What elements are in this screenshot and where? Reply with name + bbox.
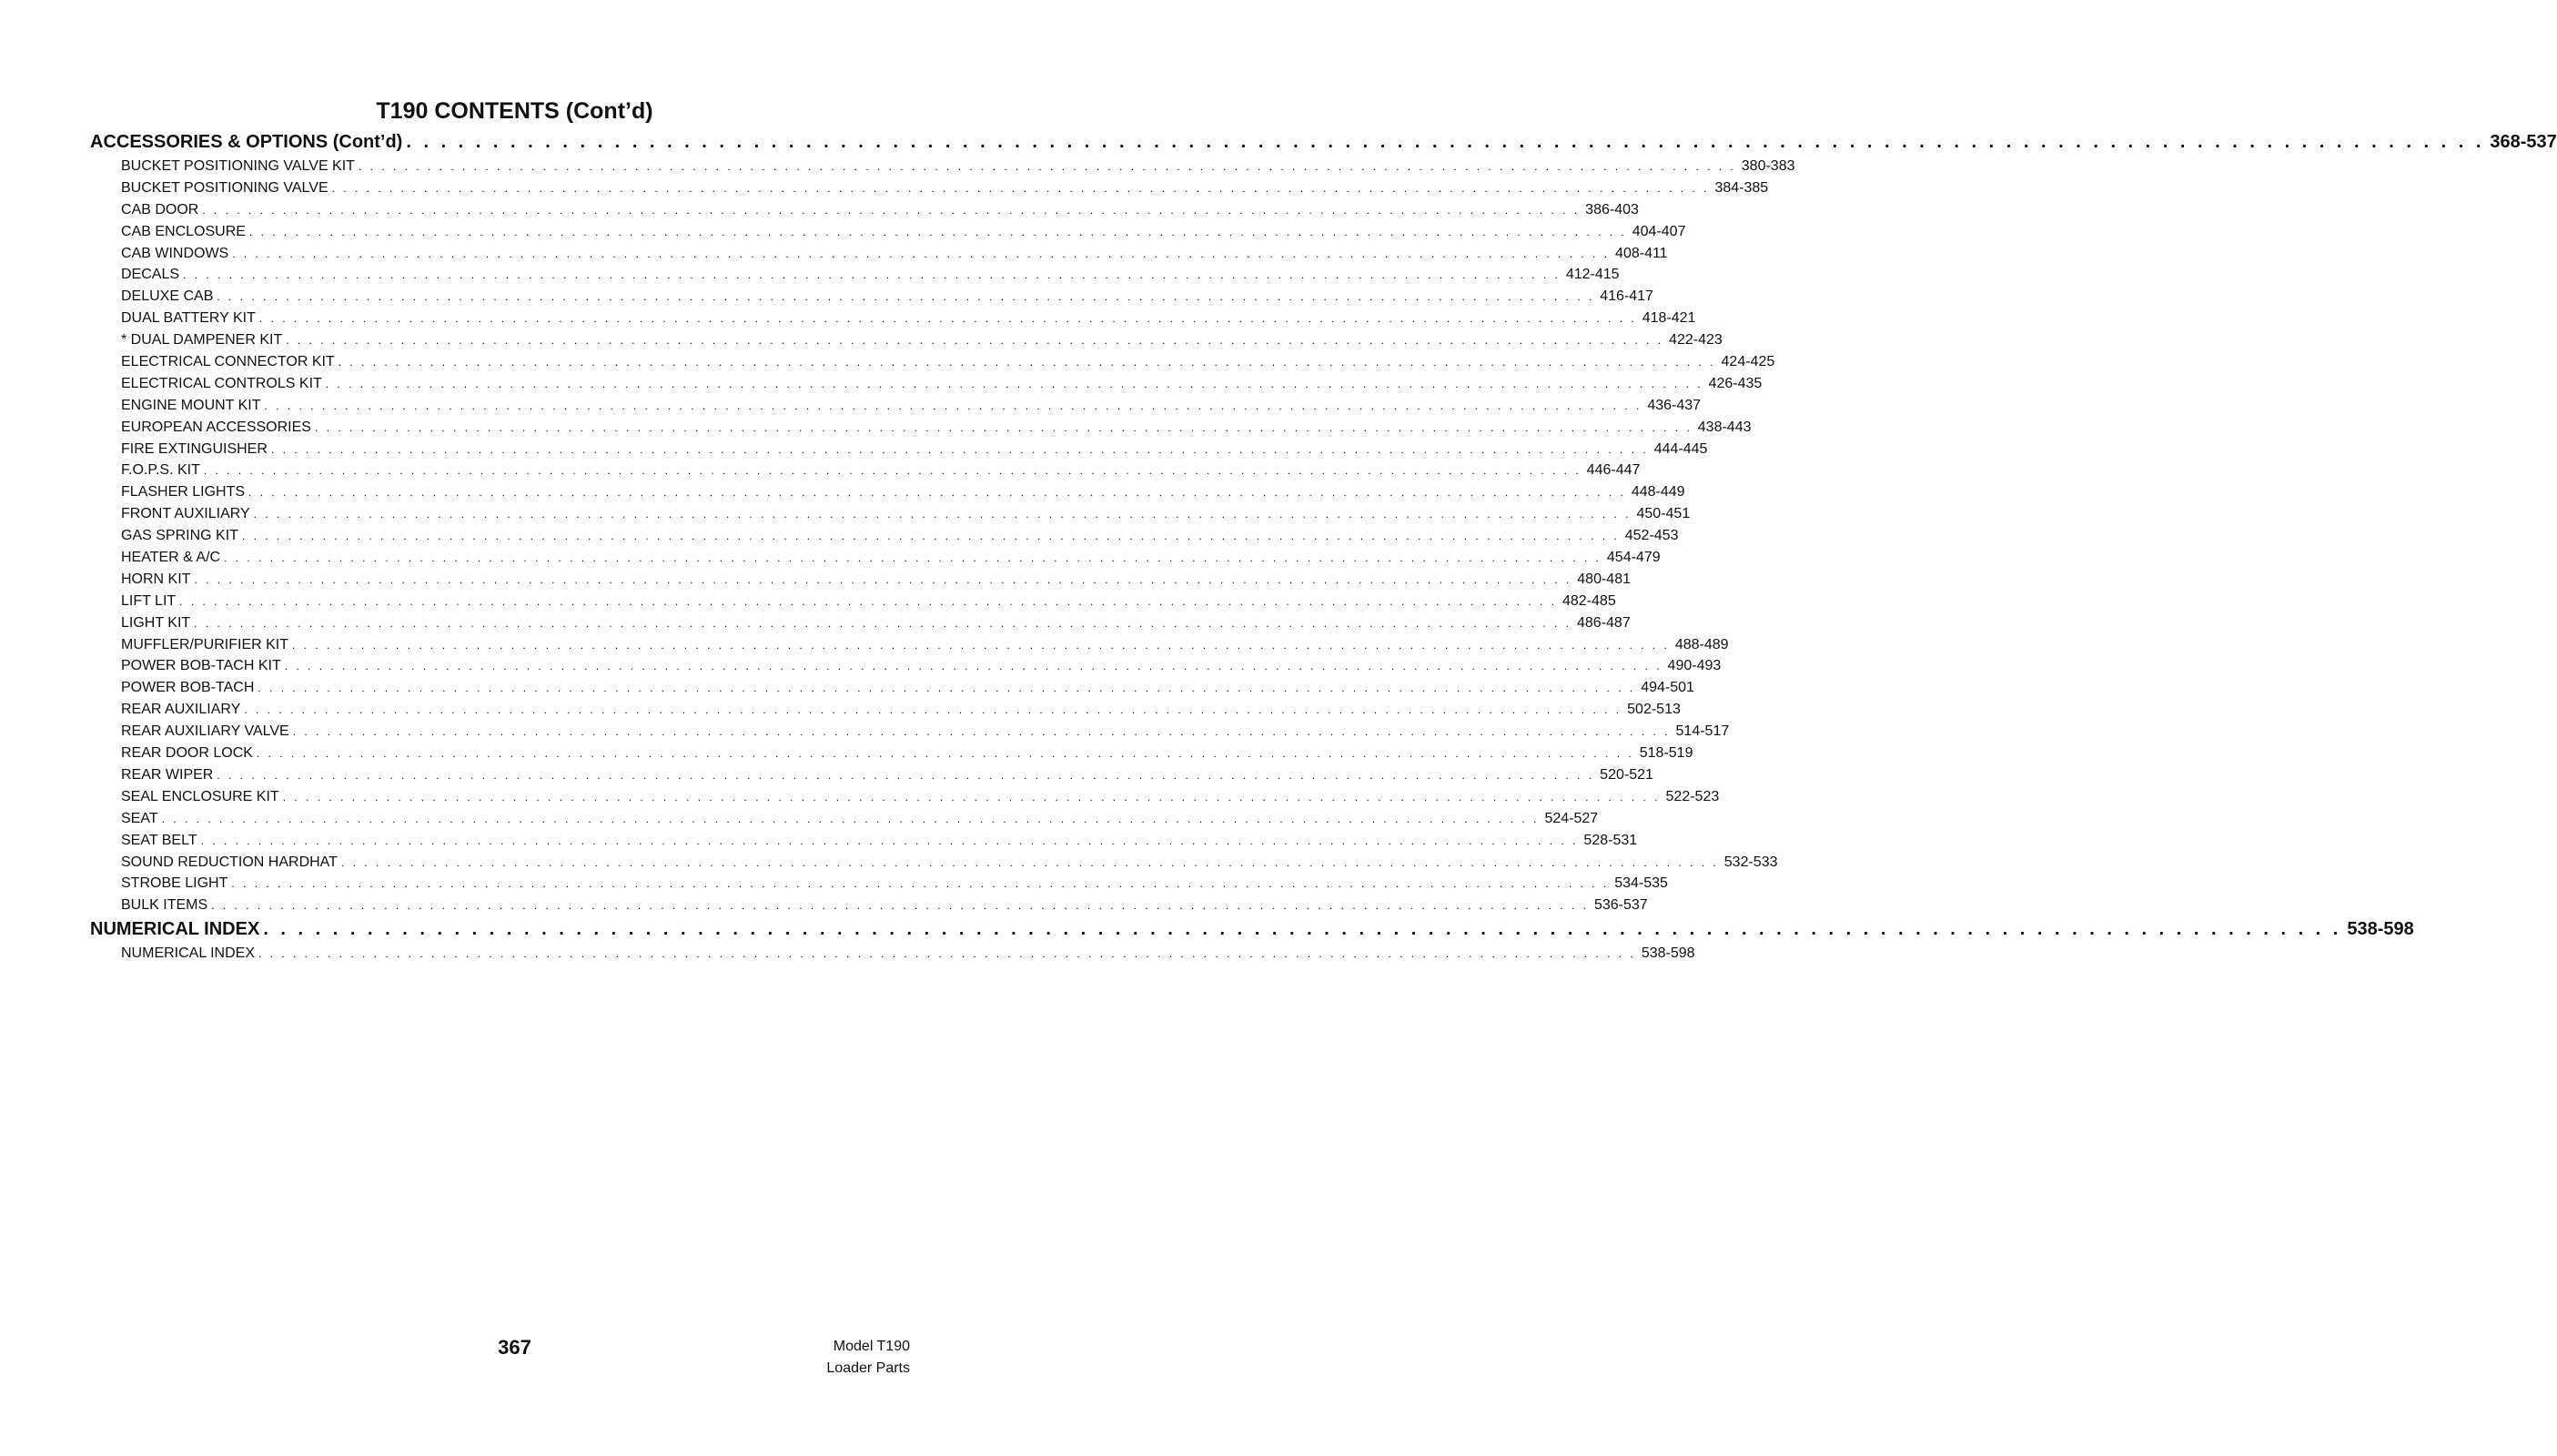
toc-entry-label: CAB ENCLOSURE	[121, 223, 246, 239]
toc-entry-pages: 412-415	[1565, 267, 1620, 283]
toc-entry-label: CAB WINDOWS	[121, 245, 229, 261]
toc-entry[interactable]	[90, 286, 1653, 308]
toc-entry-pages: 438-443	[1697, 419, 1752, 435]
toc-entry-pages: 422-423	[1669, 332, 1723, 349]
toc-entry-label: POWER BOB-TACH KIT	[121, 658, 281, 674]
toc-entry-pages: 424-425	[1721, 354, 1775, 370]
toc-entry-label: FLASHER LIGHTS	[121, 484, 246, 500]
dot-leader: . . . . . . . . . . . . . . . . . . . . . . . . . . . . . . . . . . . . . . . . . . . . . . . . . . . . . . . . . . . . . . . . . . . . . . . . . . . . . . . . . . . . . . . . . . . . . . . . . . . . . . . . . . . . . . . . . . . . . . . .	[258, 312, 1637, 326]
toc-entry-pages: 386-403	[1585, 201, 1639, 217]
toc-entry-pages: 480-481	[1577, 571, 1631, 587]
toc-entry[interactable]	[90, 569, 1631, 591]
toc-entry-label: SOUND REDUCTION HARDHAT	[121, 854, 338, 870]
toc-entry[interactable]	[90, 503, 1691, 525]
toc-entry-pages: 520-521	[1600, 766, 1653, 783]
toc-entry[interactable]	[90, 308, 1696, 329]
toc-entry-label: BUCKET POSITIONING VALVE	[121, 179, 328, 196]
dot-leader: . . . . . . . . . . . . . . . . . . . . . . . . . . . . . . . . . . . . . . . . . . . . . . . . . . . . . . . . . . . . . . . . . . . . . . . . . . . . . . . . . . . . . . . . . . . . . . . . . . . . . . . . . . . . . . . . . . . . . . . .	[194, 572, 1572, 586]
toc-entry[interactable]	[90, 329, 1723, 351]
toc-entry-label: SEAL ENCLOSURE KIT	[121, 788, 279, 804]
dot-leader: . . . . . . . . . . . . . . . . . . . . . . . . . . . . . . . . . . . . . . . . . . . . . . . . . . . . . . . . . . . . . . . . . . . . . . . . . . . . . . . . . . . . . . . . . . . . . . . . . . . . . . . . . . . . . . . . . . . . . . . .	[244, 703, 1622, 717]
toc-entry[interactable]	[90, 417, 1752, 439]
toc-entry-label: MUFFLER/PURIFIER KIT	[121, 636, 289, 652]
toc-entry-pages: 524-527	[1544, 810, 1599, 826]
toc-entry-label: BULK ITEMS	[121, 897, 208, 914]
toc-entry-pages: 446-447	[1586, 462, 1641, 479]
toc-entry[interactable]	[90, 943, 1695, 965]
toc-entry[interactable]	[90, 721, 1730, 743]
toc-entry[interactable]	[90, 808, 1599, 830]
dot-leader: . . . . . . . . . . . . . . . . . . . . . . . . . . . . . . . . . . . . . . . . . . . . . . . . . . . . . . . . . . . . . . . . . . . . . . . . . . . . . . . . . . . . . . . . . . . . . . . . . . . . . . . . . . . . . . . . . . . . . . . .	[284, 660, 1663, 673]
toc-entry-label: EUROPEAN ACCESSORIES	[121, 419, 311, 435]
dot-leader: . . . . . . . . . . . . . . . . . . . . . . . . . . . . . . . . . . . . . . . . . . . . . . . . . . . . . . . . . . . . . . . . . . . . . . . . . . . . . . . . . . . . . . . . . . . . . . . . . . . . . . . . . . . . . . . . . . . . . . . .	[241, 530, 1620, 543]
toc-entry[interactable]	[90, 373, 1763, 395]
dot-leader: . . . . . . . . . . . . . . . . . . . . . . . . . . . . . . . . . . . . . . . . . . . . . . . . . . . . . . . . . . . . . . . . . . . . . . . . . . . . . . . . . . . . . . . . . . . . . . . . . . . . . . . . . . . . . . . . . . . . . . . .	[258, 947, 1636, 961]
dot-leader: . . . . . . . . . . . . . . . . . . . . . . . . . . . . . . . . . . . . . . . . . . . . . . . . . . . . . . . . . . . . . . . . . . . . . . . . . . . . . . . . . . . . . . . . . . . . . . . . . . . . . . . . . . . . . . . . . . . . . . . .	[325, 377, 1703, 390]
dot-leader: . . . . . . . . . . . . . . . . . . . . . . . . . . . . . . . . . . . . . . . . . . . . . . . . . . . . . . . . . . . . . . . . . . . . . . . . . . . . . . . . . . . . . . . . . . . . . . . . . . . . . . . . . . . . . . . . . . . . . . . .	[248, 486, 1626, 500]
toc-entry[interactable]	[90, 243, 1668, 265]
toc-entry-label: NUMERICAL INDEX	[121, 945, 255, 962]
toc-entry[interactable]	[90, 873, 1668, 895]
toc-entry-label: POWER BOB-TACH	[121, 680, 255, 696]
dot-leader: . . . . . . . . . . . . . . . . . . . . . . . . . . . . . . . . . . . . . . . . . . . . . . . . . . . . . . . . . . . . . . . . . . . . . . . . . . . . . . . . . . . . . . . . . . . . . . . . . . . . . . . . . . . . . . . . . . . . . . . .	[258, 682, 1636, 695]
toc-entry[interactable]	[90, 264, 1620, 286]
toc-entry[interactable]	[90, 395, 1702, 417]
toc-entry-pages: 482-485	[1562, 592, 1616, 609]
toc-entry-pages: 426-435	[1708, 375, 1763, 391]
toc-entry[interactable]	[90, 743, 1693, 764]
toc-entry-pages: 538-598	[1641, 945, 1695, 962]
dot-leader: . . . . . . . . . . . . . . . . . . . . . . . . . . . . . . . . . . . . . . . . . . . . . . . . . . . . . . . . . . . . . . . . . . . . . . . . . . . . . . . . . . . . . . . . . . . . . . . . . . . . . . . . . . . . . . . . . . . . . . . .	[292, 638, 1670, 652]
toc-entry-pages: 522-523	[1665, 788, 1720, 804]
toc-entry-label: STROBE LIGHT	[121, 875, 228, 892]
toc-entry-pages: 448-449	[1631, 484, 1685, 500]
toc-entry-pages: 454-479	[1606, 550, 1661, 566]
toc-entry-pages: 502-513	[1627, 702, 1681, 718]
toc-entry[interactable]	[90, 895, 1648, 916]
dot-leader: . . . . . . . . . . . . . . . . . . . . . . . . . . . . . . . . . . . . . . . . . . . . . . . . . . . . . . . . . . . . . . . . . . . . . . . . . . . . . . . . . . . . . . . . . . . . . . . . . . . . . . . . . . . . . . . . . . . . . . . .	[161, 812, 1540, 825]
toc-entry-pages: 418-421	[1642, 310, 1696, 327]
toc-entry-label: DECALS	[121, 267, 180, 283]
toc-entry-label: FRONT AUXILIARY	[121, 506, 250, 522]
toc-section-title: NUMERICAL INDEX	[90, 919, 260, 940]
dot-leader: . . . . . . . . . . . . . . . . . . . . . . . . . . . . . . . . . . . . . . . . . . . . . . . . . . . . . . . . . . . . . . . . . . . . . . . . . . . . . . . . . . . . . . . . . . . . . . . . . . . . . . . . . . . . . . . . . . . . . . . .	[256, 747, 1634, 761]
toc-entry[interactable]	[90, 460, 1641, 481]
toc-entry-label: SEAT BELT	[121, 832, 197, 848]
toc-section-row[interactable]	[90, 916, 2414, 943]
dot-leader: . . . . . . . . . . . . . . . . . . . . . . . . . . . . . . . . . . . . . . . . . . . . . . . . . . . . . . . . . . . . . . . . . . . . . . . . . . . . . . . . . . . . . . . . . . . . . . . . . . . . . . . . . . . . . . . . . . . . . . . .	[200, 834, 1579, 847]
toc-entry-label: GAS SPRING KIT	[121, 528, 238, 544]
toc-entry-label: * DUAL DAMPENER KIT	[121, 332, 283, 349]
toc-entry[interactable]	[90, 655, 1722, 677]
page-footer	[826, 1336, 910, 1380]
dot-leader: . . . . . . . . . . . . . . . . . . . . . . . . . . . . . . . . . . . . . . . . . . . . . . . . . . . . . . . . . . . . . . . . . . . . . . . . . . . . . . . . . . . . . . . . . . . . . . . . . . . . . . . . . . . . . . . . . . . . . . . .	[217, 768, 1595, 782]
toc-entry-label: REAR DOOR LOCK	[121, 745, 253, 762]
toc-entry-pages: 450-451	[1636, 506, 1691, 522]
toc-section-pages: 368-537	[2490, 132, 2557, 152]
toc-entry-pages: 532-533	[1723, 854, 1778, 870]
toc-entry[interactable]	[90, 591, 1616, 612]
toc-entry[interactable]	[90, 351, 1775, 373]
footer-subtitle: Loader Parts	[826, 1360, 910, 1376]
dot-leader: . . . . . . . . . . . . . . . . . . . . . . . . . . . . . . . . . . . . . . . . . . . . . . . . . . . . . . . . . . . . . . . . . . . . . . . . . . . . . . . . . . . . . . . . . . . . . . . . . . . . . . . . . . . . . . . . . . . . . . . .	[232, 247, 1611, 260]
toc-entry[interactable]	[90, 177, 1769, 199]
toc-entry-label: DELUXE CAB	[121, 288, 214, 305]
dot-leader: . . . . . . . . . . . . . . . . . . . . . . . . . . . . . . . . . . . . . . . . . . . . . . . . . . . . . . . . . . . . . . . . . . . . . . . . . . . . . . . . . . . . . . . . . . . . . . . . . . . . . . . . . . . . . . . . . . . . . . . .	[179, 594, 1557, 608]
toc-entry-label: REAR AUXILIARY VALVE	[121, 723, 289, 740]
toc-section-row[interactable]	[90, 129, 2557, 156]
toc-entry[interactable]	[90, 634, 1729, 656]
toc-entry-pages: 408-411	[1615, 245, 1668, 261]
dot-leader: . . . . . . . . . . . . . . . . . . . . . . . . . . . . . . . . . . . . . . . . . . . . . . . . . . . . . . . . . . . . . . . . . . . . . . . . . . . . . . . . . . . . . . . . . . . . . . . . . . . . . . . . . . . . . . . . . . . . . . . .	[358, 160, 1736, 173]
dot-leader: . . . . . . . . . . . . . . . . . . . . . . . . . . . . . . . . . . . . . . . . . . . . . . . . . . . . . . . . . . . . . . . . . . . . . . . . . . . . . . . . . . . . . . . . . . . . . . . . . . . . . . . . . . . . . . . . . . . . . . . .	[340, 855, 1719, 869]
page-number: 367	[498, 1336, 531, 1359]
table-of-contents	[90, 129, 2557, 965]
toc-entry[interactable]	[90, 612, 1631, 634]
dot-leader: . . . . . . . . . . . . . . . . . . . . . . . . . . . . . . . . . . . . . . . . . . . . . . . . . . . . . . . . . . . . . . . . . . . . . . . . . . . . . . . . . . . . . . . . . . . . . . . . . . . . . . . . . . . . . . . . . . . . . . . .	[286, 334, 1664, 348]
dot-leader: . . . . . . . . . . . . . . . . . . . . . . . . . . . . . . . . . . . . . . . . . . . . . . . . . . . . . . . . . . . . . . . . . . . . . . . . . . . . . . . . . . . . . . . . . . . . . . . . . . . . . . . . . . . . . . . . . . . . . . . .	[338, 356, 1716, 369]
toc-entry-label: HORN KIT	[121, 571, 191, 587]
toc-entry-pages: 436-437	[1647, 397, 1702, 413]
dot-leader: . . . . . . . . . . . . . . . . . . . . . . . . . . . . . . . . . . . . . . . . . . . . . . . . . . . . . . . . . . . . . . . . . . . . . . . . . . . . . . . . . . . . . . . . . . . . . . . . . . . . . . . . . . . . . . . . . . . . . . . .	[202, 203, 1581, 217]
toc-section-pages: 538-598	[2347, 919, 2414, 940]
toc-entry-label: BUCKET POSITIONING VALVE KIT	[121, 158, 355, 174]
dot-leader: . . . . . . . . . . . . . . . . . . . . . . . . . . . . . . . . . . . . . . . . . . . . . . . . . . . . . . . . . . . . . . . . . . . . . . . . . . . . . . . . . . . . . . . . . . . . . . . . . . . . . . . . . . . . . . . . . . . . . . . .	[203, 464, 1582, 478]
dot-leader: . . . . . . . . . . . . . . . . . . . . . . . . . . . . . . . . . . . . . . . . . . . . . . . . . . . . . . . . . . . . . . . . . . . . . . . . . . . . . . . . . . . . . . . . . . . . . . . . . . . . . . . . . . . . . . . . . . . . . . . .	[314, 420, 1693, 434]
toc-entry-pages: 488-489	[1674, 636, 1729, 652]
toc-entry-label: FIRE EXTINGUISHER	[121, 440, 268, 457]
toc-entry-pages: 452-453	[1624, 528, 1679, 544]
dot-leader: . . . . . . . . . . . . . . . . . . . . . . . . . . . . . . . . . . . . . . . . . . . . . . . . . . . . . . . . . . . . . . . . . . . . . . . . . . . . . . . . . . . . . . . . . . . . . . . . . . . . . . . . . . . . . . . . . . . . . . . .	[248, 225, 1627, 238]
toc-entry-pages: 490-493	[1667, 658, 1722, 674]
dot-leader: . . . . . . . . . . . . . . . . . . . . . . . . . . . . . . . . . . . . . . . . . . . . . . . . . . . . . . . . . . . . . . . . . . . . . . . . . . . . . . . . . . . . . . . . . . . . . . . . . . . . . . . . . . . . . . . . . . . . . . . .	[406, 132, 2485, 152]
dot-leader: . . . . . . . . . . . . . . . . . . . . . . . . . . . . . . . . . . . . . . . . . . . . . . . . . . . . . . . . . . . . . . . . . . . . . . . . . . . . . . . . . . . . . . . . . . . . . . . . . . . . . . . . . . . . . . . . . . . . . . . .	[194, 616, 1572, 630]
toc-entry[interactable]	[90, 786, 1720, 808]
toc-entry-pages: 534-535	[1614, 875, 1668, 892]
dot-leader: . . . . . . . . . . . . . . . . . . . . . . . . . . . . . . . . . . . . . . . . . . . . . . . . . . . . . . . . . . . . . . . . . . . . . . . . . . . . . . . . . . . . . . . . . . . . . . . . . . . . . . . . . . . . . . . . . . . . . . . .	[263, 919, 2342, 940]
toc-entry[interactable]	[90, 525, 1679, 547]
toc-entry-label: ELECTRICAL CONTROLS KIT	[121, 375, 322, 391]
toc-entry-label: ENGINE MOUNT KIT	[121, 397, 261, 413]
page-title: T190 CONTENTS (Cont’d)	[376, 98, 653, 124]
toc-entry[interactable]	[90, 830, 1638, 852]
toc-entry-pages: 404-407	[1632, 223, 1686, 239]
toc-entry-pages: 518-519	[1639, 745, 1693, 762]
toc-entry-label: CAB DOOR	[121, 201, 199, 217]
toc-entry[interactable]	[90, 439, 1708, 460]
toc-entry-pages: 494-501	[1641, 680, 1694, 696]
toc-entry[interactable]	[90, 547, 1661, 569]
toc-entry[interactable]	[90, 699, 1681, 721]
dot-leader: . . . . . . . . . . . . . . . . . . . . . . . . . . . . . . . . . . . . . . . . . . . . . . . . . . . . . . . . . . . . . . . . . . . . . . . . . . . . . . . . . . . . . . . . . . . . . . . . . . . . . . . . . . . . . . . . . . . . . . . .	[282, 790, 1661, 804]
toc-entry-label: SEAT	[121, 810, 158, 826]
dot-leader: . . . . . . . . . . . . . . . . . . . . . . . . . . . . . . . . . . . . . . . . . . . . . . . . . . . . . . . . . . . . . . . . . . . . . . . . . . . . . . . . . . . . . . . . . . . . . . . . . . . . . . . . . . . . . . . . . . . . . . . .	[270, 442, 1649, 456]
toc-entry-label: ELECTRICAL CONNECTOR KIT	[121, 354, 335, 370]
toc-entry-pages: 416-417	[1600, 288, 1653, 305]
toc-entry[interactable]	[90, 221, 1686, 243]
dot-leader: . . . . . . . . . . . . . . . . . . . . . . . . . . . . . . . . . . . . . . . . . . . . . . . . . . . . . . . . . . . . . . . . . . . . . . . . . . . . . . . . . . . . . . . . . . . . . . . . . . . . . . . . . . . . . . . . . . . . . . . .	[224, 551, 1602, 565]
toc-entry[interactable]	[90, 481, 1685, 503]
footer-model: Model T190	[833, 1339, 910, 1354]
dot-leader: . . . . . . . . . . . . . . . . . . . . . . . . . . . . . . . . . . . . . . . . . . . . . . . . . . . . . . . . . . . . . . . . . . . . . . . . . . . . . . . . . . . . . . . . . . . . . . . . . . . . . . . . . . . . . . . . . . . . . . . .	[183, 268, 1561, 282]
toc-entry-pages: 528-531	[1583, 832, 1638, 848]
toc-entry[interactable]	[90, 764, 1653, 786]
dot-leader: . . . . . . . . . . . . . . . . . . . . . . . . . . . . . . . . . . . . . . . . . . . . . . . . . . . . . . . . . . . . . . . . . . . . . . . . . . . . . . . . . . . . . . . . . . . . . . . . . . . . . . . . . . . . . . . . . . . . . . . .	[331, 181, 1710, 195]
dot-leader: . . . . . . . . . . . . . . . . . . . . . . . . . . . . . . . . . . . . . . . . . . . . . . . . . . . . . . . . . . . . . . . . . . . . . . . . . . . . . . . . . . . . . . . . . . . . . . . . . . . . . . . . . . . . . . . . . . . . . . . .	[253, 508, 1632, 521]
toc-entry-label: DUAL BATTERY KIT	[121, 310, 256, 327]
toc-entry[interactable]	[90, 852, 1778, 874]
toc-entry-pages: 486-487	[1577, 614, 1631, 631]
toc-entry-label: F.O.P.S. KIT	[121, 462, 200, 479]
dot-leader: . . . . . . . . . . . . . . . . . . . . . . . . . . . . . . . . . . . . . . . . . . . . . . . . . . . . . . . . . . . . . . . . . . . . . . . . . . . . . . . . . . . . . . . . . . . . . . . . . . . . . . . . . . . . . . . . . . . . . . . .	[217, 290, 1595, 304]
toc-entry-label: LIGHT KIT	[121, 614, 191, 631]
dot-leader: . . . . . . . . . . . . . . . . . . . . . . . . . . . . . . . . . . . . . . . . . . . . . . . . . . . . . . . . . . . . . . . . . . . . . . . . . . . . . . . . . . . . . . . . . . . . . . . . . . . . . . . . . . . . . . . . . . . . . . . .	[292, 725, 1671, 739]
toc-entry-label: LIFT LIT	[121, 592, 177, 609]
toc-entry-pages: 514-517	[1675, 723, 1730, 740]
toc-section-title: ACCESSORIES & OPTIONS (Cont’d)	[90, 132, 403, 152]
toc-entry-label: REAR AUXILIARY	[121, 702, 241, 718]
toc-entry[interactable]	[90, 199, 1639, 221]
toc-entry-pages: 380-383	[1741, 158, 1795, 174]
dot-leader: . . . . . . . . . . . . . . . . . . . . . . . . . . . . . . . . . . . . . . . . . . . . . . . . . . . . . . . . . . . . . . . . . . . . . . . . . . . . . . . . . . . . . . . . . . . . . . . . . . . . . . . . . . . . . . . . . . . . . . . .	[231, 877, 1610, 891]
dot-leader: . . . . . . . . . . . . . . . . . . . . . . . . . . . . . . . . . . . . . . . . . . . . . . . . . . . . . . . . . . . . . . . . . . . . . . . . . . . . . . . . . . . . . . . . . . . . . . . . . . . . . . . . . . . . . . . . . . . . . . . .	[211, 899, 1589, 913]
toc-entry-label: HEATER & A/C	[121, 550, 221, 566]
toc-entry-pages: 536-537	[1593, 897, 1648, 914]
dot-leader: . . . . . . . . . . . . . . . . . . . . . . . . . . . . . . . . . . . . . . . . . . . . . . . . . . . . . . . . . . . . . . . . . . . . . . . . . . . . . . . . . . . . . . . . . . . . . . . . . . . . . . . . . . . . . . . . . . . . . . . .	[264, 399, 1642, 412]
toc-entry-pages: 444-445	[1653, 440, 1708, 457]
toc-entry-label: REAR WIPER	[121, 766, 214, 783]
toc-entry-pages: 384-385	[1714, 179, 1769, 196]
toc-entry[interactable]	[90, 156, 1795, 177]
toc-entry[interactable]	[90, 677, 1694, 699]
